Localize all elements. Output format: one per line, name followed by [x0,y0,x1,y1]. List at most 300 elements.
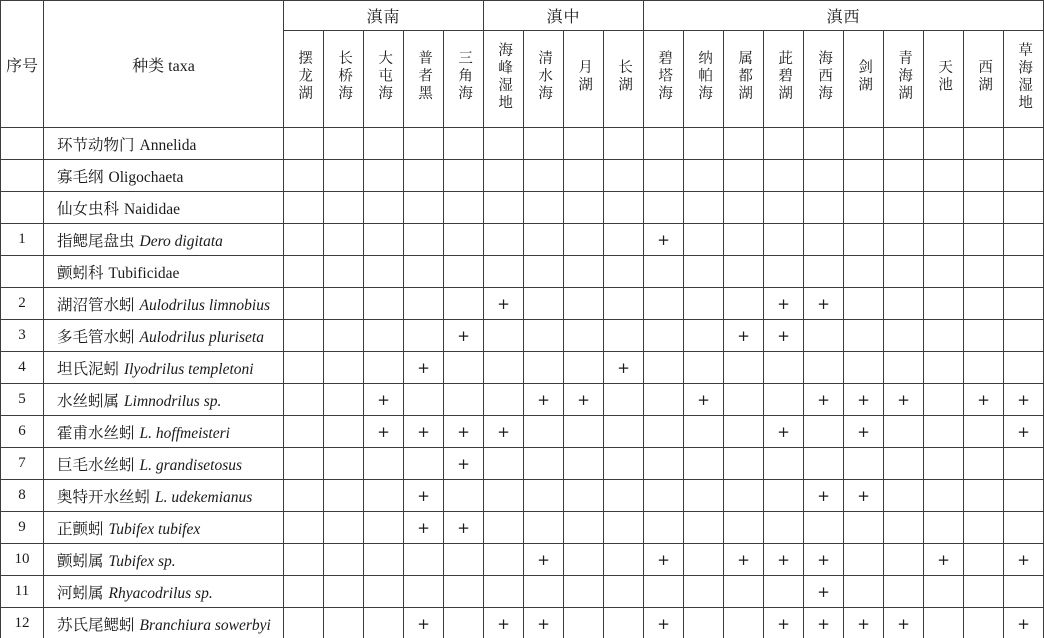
mark-cell [324,320,364,352]
species-latin: Tubifex tubifex [108,520,201,538]
species-latin: L. grandisetosus [139,456,243,474]
presence-mark: + [897,390,910,409]
mark-cell [964,320,1004,352]
lake-name: 茈碧湖 [776,50,793,103]
serial-cell: 12 [1,608,44,638]
species-latin: Aulodrilus pluriseta [139,328,264,346]
mark-cell [684,192,724,224]
presence-mark: + [537,550,550,569]
mark-cell [364,384,404,416]
mark-cell [804,384,844,416]
mark-cell [764,352,804,384]
mark-cell [844,448,884,480]
mark-cell [644,448,684,480]
serial-cell: 11 [1,576,44,608]
mark-cell [284,288,324,320]
species-latin: Aulodrilus limnobius [139,296,270,314]
mark-cell [564,288,604,320]
species-latin: Branchiura sowerbyi [139,616,271,634]
mark-cell [404,576,444,608]
mark-cell [364,608,404,638]
mark-cell [444,352,484,384]
species-cell [44,576,284,608]
mark-cell [724,576,764,608]
mark-cell [724,256,764,288]
mark-cell [924,160,964,192]
mark-cell [444,544,484,576]
species-cell [44,384,284,416]
mark-cell [804,544,844,576]
mark-cell [764,256,804,288]
mark-cell [324,224,364,256]
lake-header [484,31,524,128]
mark-cell [724,416,764,448]
mark-cell [324,256,364,288]
mark-cell [284,608,324,638]
mark-cell [444,160,484,192]
presence-mark: + [577,390,590,409]
table-row [1,128,1044,160]
mark-cell [404,192,444,224]
lake-name: 西湖 [976,59,993,94]
mark-cell [644,128,684,160]
mark-cell [684,288,724,320]
presence-mark: + [417,518,430,537]
mark-cell [764,544,804,576]
table-row [1,160,1044,192]
mark-cell [684,320,724,352]
species-cell [44,608,284,638]
mark-cell [484,320,524,352]
mark-cell [924,288,964,320]
mark-cell [564,544,604,576]
mark-cell [764,480,804,512]
lake-header [924,31,964,128]
mark-cell [804,576,844,608]
mark-cell [604,480,644,512]
mark-cell [1004,544,1044,576]
mark-cell [404,544,444,576]
mark-cell [484,128,524,160]
mark-cell [324,288,364,320]
serial-cell [1,192,44,224]
region-header-diannan: 滇南 [284,1,484,31]
mark-cell [444,416,484,448]
mark-cell [1004,448,1044,480]
presence-mark: + [497,294,510,313]
mark-cell [364,448,404,480]
mark-cell [484,160,524,192]
mark-cell [924,544,964,576]
mark-cell [684,256,724,288]
mark-cell [444,320,484,352]
serial-cell: 7 [1,448,44,480]
mark-cell [924,448,964,480]
mark-cell [804,160,844,192]
presence-mark: + [537,614,550,633]
mark-cell [324,576,364,608]
serial-cell: 5 [1,384,44,416]
mark-cell [604,128,644,160]
mark-cell [404,448,444,480]
mark-cell [404,512,444,544]
species-cell [44,256,284,288]
mark-cell [964,160,1004,192]
mark-cell [644,352,684,384]
species-cn: 湖沼管水蚓 [57,296,135,314]
mark-cell [404,608,444,638]
mark-cell [364,320,404,352]
presence-mark: + [857,486,870,505]
mark-cell [484,608,524,638]
mark-cell [484,480,524,512]
presence-mark: + [497,614,510,633]
mark-cell [884,352,924,384]
mark-cell [964,192,1004,224]
species-cell [44,416,284,448]
mark-cell [844,608,884,638]
serial-cell: 6 [1,416,44,448]
mark-cell [644,608,684,638]
serial-cell: 1 [1,224,44,256]
mark-cell [524,288,564,320]
mark-cell [524,160,564,192]
table-row [1,192,1044,224]
mark-cell [724,384,764,416]
mark-cell [764,448,804,480]
mark-cell [764,512,804,544]
mark-cell [844,224,884,256]
lake-header [804,31,844,128]
table-row [1,576,1044,608]
species-latin: Rhyacodrilus sp. [108,584,213,602]
mark-cell [1004,288,1044,320]
presence-mark: + [817,582,830,601]
presence-mark: + [857,422,870,441]
presence-mark: + [777,326,790,345]
presence-mark: + [377,390,390,409]
species-cell [44,288,284,320]
serial-cell: 3 [1,320,44,352]
taxa-header: 种类 taxa [44,1,284,128]
mark-cell [404,416,444,448]
mark-cell [764,576,804,608]
mark-cell [444,224,484,256]
mark-cell [884,512,924,544]
species-cn: 颤蚓科 [57,264,104,282]
mark-cell [924,352,964,384]
mark-cell [644,512,684,544]
mark-cell [924,512,964,544]
mark-cell [324,352,364,384]
mark-cell [604,320,644,352]
mark-cell [684,352,724,384]
lake-header [644,31,684,128]
species-cn: 正颤蚓 [57,520,104,538]
region-header-row [1,1,1044,31]
mark-cell [804,224,844,256]
mark-cell [284,128,324,160]
mark-cell [564,512,604,544]
mark-cell [604,224,644,256]
mark-cell [964,288,1004,320]
mark-cell [284,480,324,512]
mark-cell [644,160,684,192]
mark-cell [764,608,804,638]
mark-cell [644,224,684,256]
table-row [1,544,1044,576]
mark-cell [684,480,724,512]
lake-name: 摆龙湖 [296,50,313,103]
species-latin: L. udekemianus [155,488,253,506]
mark-cell [524,544,564,576]
species-cn: 多毛管水蚓 [57,328,135,346]
lake-header [324,31,364,128]
mark-cell [324,416,364,448]
species-cell [44,512,284,544]
mark-cell [324,448,364,480]
mark-cell [1004,320,1044,352]
mark-cell [1004,128,1044,160]
mark-cell [884,224,924,256]
presence-mark: + [897,614,910,633]
mark-cell [284,352,324,384]
species-cell [44,352,284,384]
presence-mark: + [417,422,430,441]
presence-mark: + [817,294,830,313]
mark-cell [724,320,764,352]
mark-cell [764,224,804,256]
mark-cell [484,224,524,256]
presence-mark: + [1017,550,1030,569]
mark-cell [524,192,564,224]
species-cell [44,160,284,192]
mark-cell [284,256,324,288]
species-latin: Tubifex sp. [108,552,176,570]
mark-cell [724,288,764,320]
lake-header [884,31,924,128]
lake-header [844,31,884,128]
mark-cell [764,192,804,224]
mark-cell [1004,480,1044,512]
mark-cell [444,512,484,544]
serial-cell [1,256,44,288]
mark-cell [284,544,324,576]
mark-cell [564,608,604,638]
mark-cell [524,128,564,160]
presence-mark: + [857,390,870,409]
presence-mark: + [657,230,670,249]
mark-cell [484,256,524,288]
mark-cell [964,608,1004,638]
presence-mark: + [457,422,470,441]
species-cell [44,448,284,480]
mark-cell [324,480,364,512]
mark-cell [484,384,524,416]
mark-cell [844,128,884,160]
mark-cell [564,320,604,352]
mark-cell [804,512,844,544]
mark-cell [604,288,644,320]
species-cn: 巨毛水丝蚓 [57,456,135,474]
mark-cell [844,160,884,192]
mark-cell [564,384,604,416]
mark-cell [404,128,444,160]
presence-mark: + [777,294,790,313]
mark-cell [284,416,324,448]
mark-cell [444,192,484,224]
mark-cell [804,320,844,352]
presence-mark: + [377,422,390,441]
species-latin: Ilyodrilus templetoni [124,360,254,378]
serial-cell: 10 [1,544,44,576]
mark-cell [964,576,1004,608]
mark-cell [884,320,924,352]
serial-cell: 9 [1,512,44,544]
mark-cell [1004,352,1044,384]
presence-mark: + [1017,614,1030,633]
table-row [1,352,1044,384]
mark-cell [1004,416,1044,448]
mark-cell [524,576,564,608]
mark-cell [364,256,404,288]
mark-cell [524,256,564,288]
mark-cell [444,256,484,288]
presence-mark: + [417,358,430,377]
lake-name: 长湖 [616,59,633,94]
mark-cell [364,352,404,384]
mark-cell [564,128,604,160]
mark-cell [964,352,1004,384]
mark-cell [364,288,404,320]
mark-cell [884,128,924,160]
mark-cell [644,320,684,352]
mark-cell [964,512,1004,544]
mark-cell [524,448,564,480]
table-row [1,512,1044,544]
mark-cell [804,256,844,288]
presence-mark: + [457,518,470,537]
mark-cell [844,416,884,448]
mark-cell [644,288,684,320]
table-row [1,224,1044,256]
mark-cell [324,512,364,544]
mark-cell [284,576,324,608]
mark-cell [1004,384,1044,416]
mark-cell [684,448,724,480]
mark-cell [924,384,964,416]
species-cn: 颤蚓属 [57,552,104,570]
presence-mark: + [817,390,830,409]
mark-cell [404,160,444,192]
mark-cell [884,256,924,288]
mark-cell [324,544,364,576]
lake-name: 长桥海 [336,50,353,103]
mark-cell [404,384,444,416]
lake-header [564,31,604,128]
mark-cell [364,544,404,576]
mark-cell [924,480,964,512]
species-cell [44,192,284,224]
mark-cell [764,416,804,448]
mark-cell [884,288,924,320]
mark-cell [724,512,764,544]
mark-cell [324,608,364,638]
mark-cell [284,224,324,256]
mark-cell [484,416,524,448]
mark-cell [524,320,564,352]
lake-name: 属都湖 [736,50,753,103]
mark-cell [604,448,644,480]
mark-cell [364,480,404,512]
lake-name: 草海湿地 [1016,41,1033,112]
mark-cell [884,544,924,576]
mark-cell [924,576,964,608]
mark-cell [844,192,884,224]
mark-cell [524,608,564,638]
mark-cell [924,416,964,448]
mark-cell [724,160,764,192]
presence-mark: + [417,614,430,633]
mark-cell [884,384,924,416]
mark-cell [804,288,844,320]
mark-cell [284,512,324,544]
mark-cell [364,512,404,544]
lake-name: 纳帕海 [696,50,713,103]
mark-cell [324,192,364,224]
species-cn: 环节动物门 [57,136,135,154]
mark-cell [884,448,924,480]
mark-cell [724,608,764,638]
mark-cell [604,608,644,638]
presence-mark: + [617,358,630,377]
mark-cell [524,416,564,448]
species-latin: Limnodrilus sp. [124,392,222,410]
mark-cell [1004,512,1044,544]
lake-header [284,31,324,128]
mark-cell [324,384,364,416]
mark-cell [1004,256,1044,288]
mark-cell [484,544,524,576]
lake-header [444,31,484,128]
mark-cell [964,256,1004,288]
presence-mark: + [537,390,550,409]
species-cn: 寡毛纲 [57,168,104,186]
presence-mark: + [777,614,790,633]
mark-cell [564,480,604,512]
lake-header [524,31,564,128]
presence-mark: + [1017,390,1030,409]
mark-cell [284,320,324,352]
region-header-dianxi: 滇西 [644,1,1044,31]
species-cn: 奥特开水丝蚓 [57,488,151,506]
mark-cell [564,448,604,480]
mark-cell [484,512,524,544]
species-latin: Oligochaeta [108,168,184,186]
mark-cell [964,480,1004,512]
species-cn: 水丝蚓属 [57,392,120,410]
presence-mark: + [457,326,470,345]
mark-cell [564,192,604,224]
mark-cell [844,320,884,352]
mark-cell [644,480,684,512]
mark-cell [564,224,604,256]
lake-name: 海峰湿地 [496,41,513,112]
mark-cell [364,128,404,160]
mark-cell [604,160,644,192]
lake-name: 海西海 [816,50,833,103]
presence-mark: + [457,454,470,473]
